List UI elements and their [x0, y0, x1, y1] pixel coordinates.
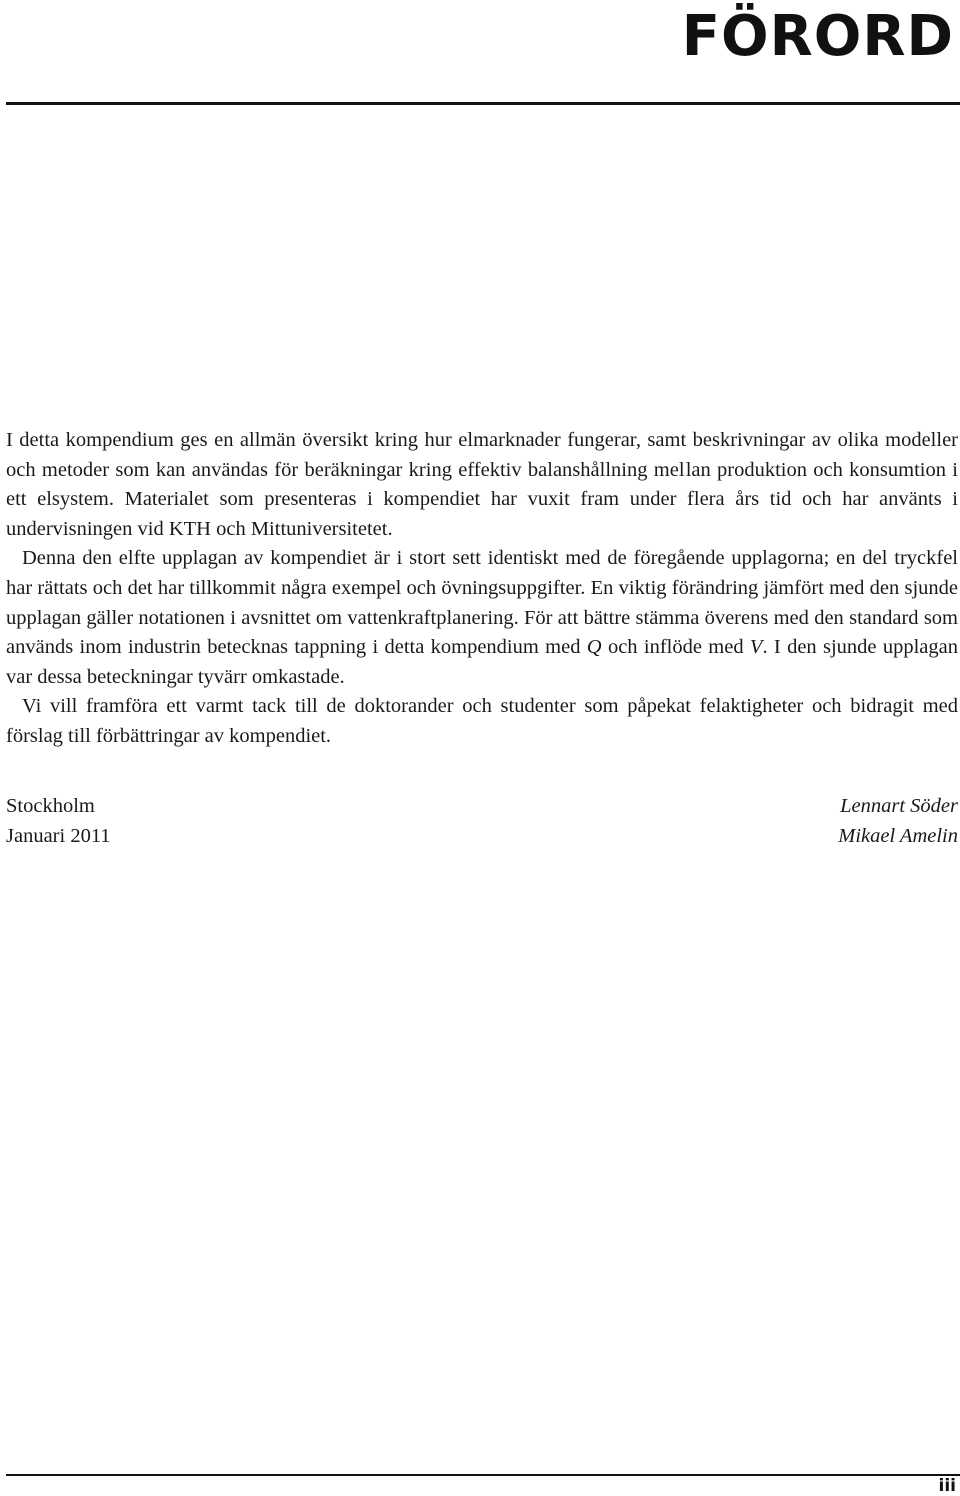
intro-line-3: lan produktion och konsumtion i ett elsystem. Materialet som presenteras i kompendiet har vuxit [6, 458, 958, 511]
edition-text-3: . I den sjunde upplagan var dessa beteckningar tyvärr omkastade. [6, 636, 959, 688]
signature-row-1 [6, 791, 958, 821]
author-name-1: Lennart Söder [840, 795, 958, 817]
signature-row-2 [6, 821, 958, 851]
paragraph-intro [6, 426, 958, 544]
paragraph-edition [6, 544, 958, 692]
edition-text-1: Denna den elfte upplagan av kompendiet är i stort sett identiskt med de föregående upplagorna; en del tryckfel har rättats och det har tillkommit några exempel och övningsuppgifter. En viktig förändring jämfört med den sjunde upplagan gäller notationen i avsnittet om vattenkraftplanering. För att bättre stämma överens med den standard som används inom industrin betecknas tappning i detta kompendium med [6, 547, 958, 659]
symbol-v: V [749, 636, 763, 659]
intro-line-4: fram under flera års tid och har använts i undervisningen vid KTH och Mittuniversitetet. [6, 488, 958, 540]
title-divider [6, 102, 960, 105]
page-number: iii [938, 1476, 956, 1496]
preface-body [6, 426, 958, 752]
symbol-q: Q [586, 636, 602, 659]
signature-block [6, 791, 958, 851]
intro-line-2: olika modeller och metoder som kan användas för beräkningar kring effektiv balanshållning mel [6, 429, 958, 481]
footer-divider [6, 1474, 960, 1476]
signature-place: Stockholm [6, 795, 95, 817]
signature-date: Januari 2011 [6, 825, 111, 847]
page-title: FÖRORD [681, 4, 954, 69]
author-name-2: Mikael Amelin [838, 825, 958, 847]
paragraph-thanks: Vi vill framföra ett varmt tack till de doktorander och studenter som påpekat felaktigheter och bidragit med förslag till förbättringar av kompendiet. [6, 695, 958, 747]
intro-line-1: I detta kompendium ges en allmän översikt kring hur elmarknader fungerar, samt beskrivningar av [6, 429, 832, 451]
edition-text-2: och inflöde med [601, 636, 750, 659]
